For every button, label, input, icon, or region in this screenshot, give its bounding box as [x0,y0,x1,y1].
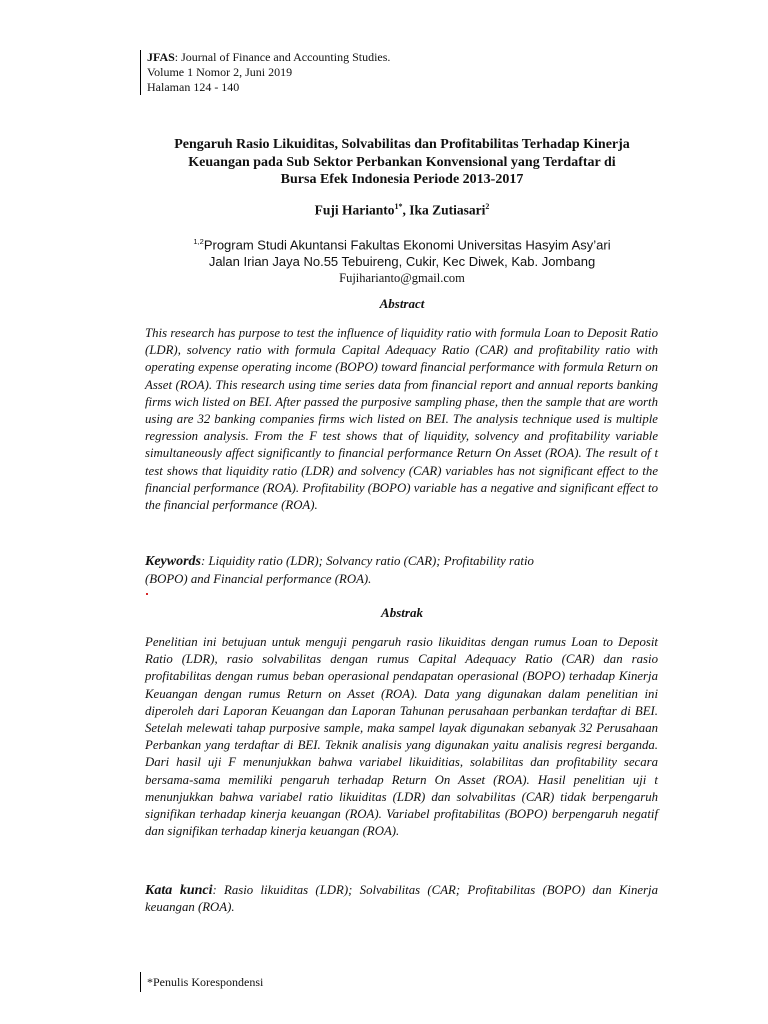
affiliation-address: Jalan Irian Jaya No.55 Tebuireng, Cukir, Kec Diwek, Kab. Jombang [208,254,596,270]
kata-kunci-label: Kata kunci [145,883,213,898]
keywords-text: : Liquidity ratio (LDR); Solvancy ratio (CAR); Profitability ratio [201,554,534,568]
paper-title [110,136,694,189]
keywords [145,553,615,588]
abstrak-heading: Abstrak [381,605,423,620]
author-email: Fujiharianto@gmail.com [339,271,465,286]
kata-kunci-text: : Rasio likuiditas (LDR); Solvabilitas (CAR; Profitabilitas (BOPO) dan Kinerja keuangan (ROA). [145,883,658,915]
journal-pages: Halaman 124 - 140 [147,80,240,94]
journal-full-name: : Journal of Finance and Accounting Studies. [174,50,391,64]
author-list [110,202,694,219]
author-2: Ika Zutiasari [409,202,486,218]
abstrak-body: Penelitian ini betujuan untuk menguji pengaruh rasio likuiditas dengan rumus Loan to Deposit Ratio (LDR), rasio solvabilitas dengan rumus Capital Adequacy Ratio (CAR) dan rasio profitabilitas dengan rumus beban operasional pendapatan operasional (BOPO) terhadap Kinerja Keuangan dengan rumus Return on Asset (ROA). Data yang digunakan dalam penelitian ini diperoleh dari Laporan Keuangan dan Laporan Tahunan perusahaan perbankan terdaftar di BEI. Setelah melewati tahap purposive sample, maka sampel layak digunakan sebanyak 32 Perusahaan Perbankan yang terdaftar di BEI. Teknik analisis yang digunakan yaitu analisis regresi berganda. Dari hasil uji F menunjukkan bahwa variabel likuiditias, solabilitas dan profitability secara bersama-sama memiliki pengaruh terhadap Return On Asset (ROA). Hasil penelitian uji t menunjukkan bahwa variabel ratio likuiditas (LDR) dan solvabilitas (CAR) tidak berpengaruh signifikan terhadap kinerja keuangan (ROA). Variabel profitabilitas (BOPO) berpengaruh negatif dan signifikan terhadap kinerja keuangan (ROA). [145,635,658,839]
author-separator: , [402,202,410,218]
author-1-affiliation-mark: 1* [394,202,403,211]
stray-mark [146,593,148,595]
keywords-label: Keywords [145,554,201,569]
affiliation-mark: 1,2 [193,237,204,246]
author-2-affiliation-mark: 2 [485,202,490,211]
journal-header [140,50,390,95]
abstract-heading: Abstract [379,296,425,311]
affiliation-line-1 [110,233,694,253]
title-line: Bursa Efek Indonesia Periode 2013-2017 [280,172,524,187]
title-line: Keuangan pada Sub Sektor Perbankan Konvensional yang Terdaftar di [188,154,616,170]
journal-volume: Volume 1 Nomor 2, Juni 2019 [147,65,293,79]
affiliation [110,233,694,287]
kata-kunci [145,882,658,916]
journal-name [147,50,390,65]
keywords-text-cont: (BOPO) and Financial performance (ROA). [145,571,372,586]
author-1: Fuji Harianto [314,202,395,218]
corresponding-author-footnote: *Penulis Korespondensi [140,972,263,992]
affiliation-program: Program Studi Akuntansi Fakultas Ekonomi Universitas Hasyim Asy’ari [203,237,611,253]
journal-abbr: JFAS [147,50,175,64]
abstract-body: This research has purpose to test the influence of liquidity ratio with formula Loan to Deposit Ratio (LDR), solvency ratio with formula Capital Adequacy Ratio (CAR) and profitability ratio with operating expense operating income (BOPO) toward financial performance with formula Return on Asset (ROA). This research using time series data from financial report and annual reports banking firms wich listed on BEI. After passed the purposive sampling phase, then the sample that are worth using are 32 banking companies firms wich listed on BEI. The analysis technique used is multiple regression analysis. From the F test shows that of liquidity, solvency and profitability variable simultaneously affect significantly to financial performance Return On Asset (ROA). The result of t test shows that liquidity ratio (LDR) and solvency (CAR) variables has not significant effect to the financial performance (ROA). Profitability (BOPO) variable has a negative and significant effect to the financial performance (ROA). [145,326,658,513]
title-line: Pengaruh Rasio Likuiditas, Solvabilitas dan Profitabilitas Terhadap Kinerja [174,137,630,152]
